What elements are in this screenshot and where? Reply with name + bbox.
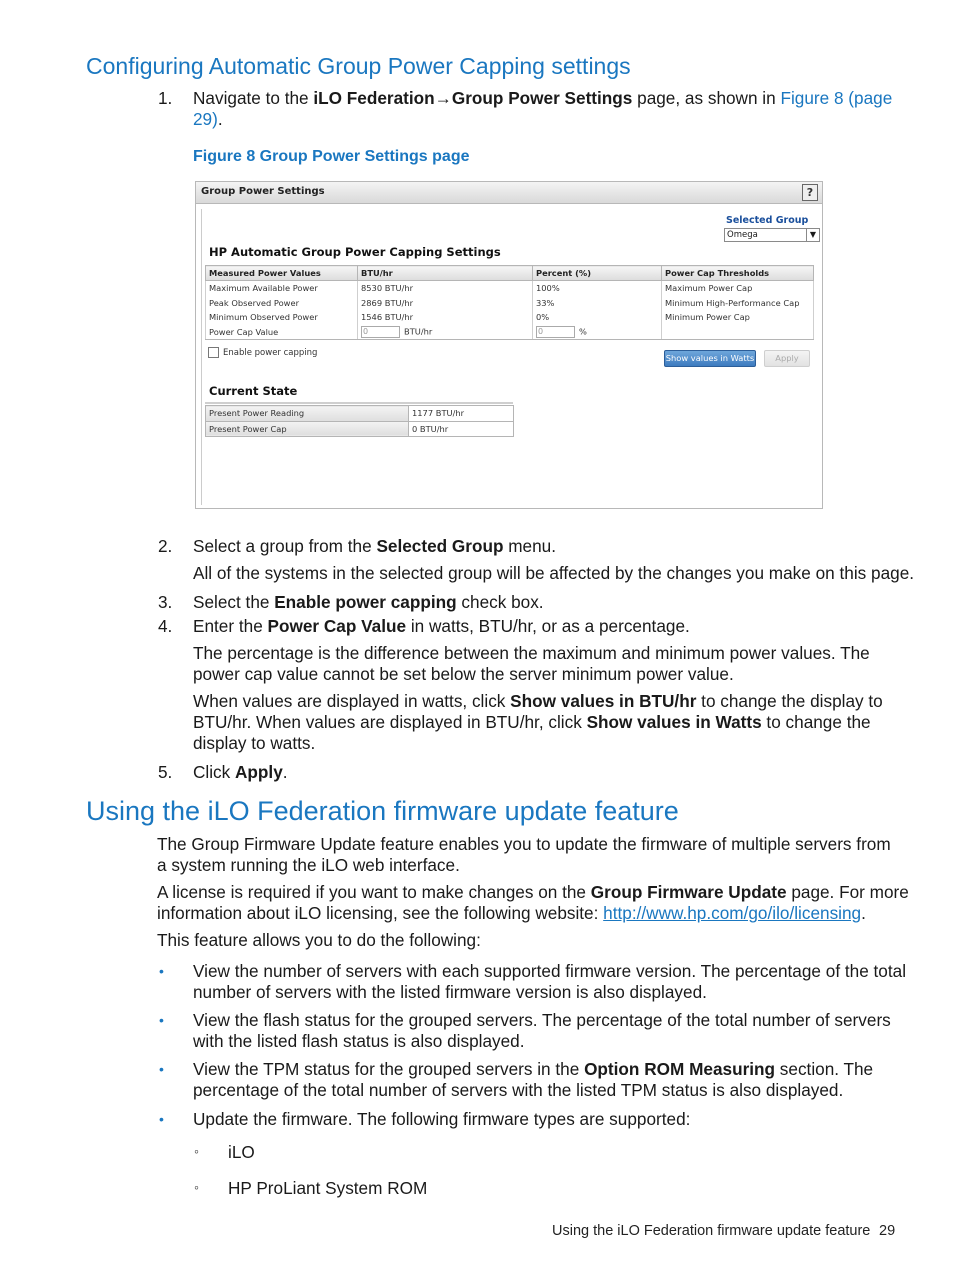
figure-caption: Figure 8 Group Power Settings page [193, 148, 470, 165]
capping-table [205, 265, 814, 340]
table-row [206, 310, 814, 325]
footer-title: Using the iLO Federation firmware update feature [552, 1223, 871, 1239]
bullet-icon: • [159, 1111, 164, 1127]
bullet-icon: • [159, 963, 164, 979]
step1-text-cont: 29). [193, 109, 223, 129]
bullet2-text: View the flash status for the grouped servers. The percentage of the total number of servers [193, 1010, 891, 1030]
step1-text: Navigate to the iLO Federation→Group Power Settings page, as shown in Figure 8 (page [193, 88, 893, 108]
step4-para2: When values are displayed in watts, click Show values in BTU/hr to change the display to [193, 691, 883, 711]
table-cell: 100% [533, 281, 662, 296]
table-cell: Minimum High-Performance Cap [662, 296, 814, 311]
table-cell: 1546 BTU/hr [358, 310, 533, 325]
apply-button[interactable]: Apply [764, 350, 810, 367]
table-cell: 33% [533, 296, 662, 311]
step-number: 3. [158, 592, 173, 612]
group-power-settings-screenshot [195, 181, 823, 509]
license-para: A license is required if you want to make changes on the Group Firmware Update page. For more [157, 882, 909, 902]
table-row [206, 421, 514, 437]
licensing-url-link[interactable]: http://www.hp.com/go/ilo/licensing [603, 903, 862, 923]
table-cell: 1177 BTU/hr [409, 406, 514, 422]
table-cell: 2869 BTU/hr [358, 296, 533, 311]
screenshot-content [201, 209, 821, 505]
table-cell: 0 BTU/hr [409, 421, 514, 437]
selected-group-label: Selected Group [726, 215, 809, 226]
enable-power-capping-row: Enable power capping [208, 347, 317, 358]
page-number: 29 [879, 1223, 896, 1239]
capping-settings-title: HP Automatic Group Power Capping Settings [209, 245, 501, 259]
table-cell: Minimum Power Cap [662, 310, 814, 325]
figure-8-link[interactable]: Figure 8 (page [780, 88, 893, 108]
step4-para2-end: display to watts. [193, 733, 316, 753]
section-heading-firmware-update: Using the iLO Federation firmware update feature [86, 796, 679, 826]
step4-para1: The percentage is the difference between the maximum and minimum power values. The [193, 643, 870, 663]
features-intro: This feature allows you to do the following: [157, 930, 481, 950]
current-state-table [205, 405, 514, 437]
intro-para: The Group Firmware Update feature enables you to update the firmware of multiple servers from [157, 834, 891, 854]
step-number: 4. [158, 616, 173, 636]
help-icon[interactable]: ? [802, 184, 818, 201]
step-number: 1. [158, 88, 173, 108]
step2-text: Select a group from the Selected Group menu. [193, 536, 557, 556]
table-cell [662, 325, 814, 340]
step4-para2-cont: BTU/hr. When values are displayed in BTU/hr, click Show values in Watts to change the [193, 712, 871, 732]
table-row [206, 325, 814, 340]
step4-para1-cont: power cap value cannot be set below the server minimum power value. [193, 664, 734, 684]
power-cap-value-label: Power Cap Value [206, 325, 358, 340]
step-number: 2. [158, 536, 173, 556]
table-cell: Present Power Cap [206, 421, 409, 437]
column-header: BTU/hr [358, 266, 533, 281]
current-state-title: Current State [209, 384, 298, 398]
sub-bullet2-text: HP ProLiant System ROM [228, 1178, 428, 1198]
chevron-down-icon: ▼ [806, 229, 819, 241]
step-number: 5. [158, 762, 173, 782]
column-header: Percent (%) [533, 266, 662, 281]
bullet-icon: • [159, 1061, 164, 1077]
bullet3-text-cont: percentage of the total number of servers with the listed TPM status is also displayed. [193, 1080, 844, 1100]
table-cell: Present Power Reading [206, 406, 409, 422]
table-cell: Maximum Power Cap [662, 281, 814, 296]
step2-para: All of the systems in the selected group will be affected by the changes you make on this page. [193, 563, 915, 583]
bullet1-text-cont: number of servers with the listed firmware version is also displayed. [193, 982, 707, 1002]
sub-bullet-icon: ◦ [194, 1143, 199, 1159]
enable-power-capping-checkbox[interactable] [208, 347, 219, 358]
show-values-in-watts-button[interactable]: Show values in Watts [664, 350, 756, 367]
table-cell: 0% [533, 310, 662, 325]
table-cell: Maximum Available Power [206, 281, 358, 296]
step3-text: Select the Enable power capping check box. [193, 592, 544, 612]
table-row [206, 406, 514, 422]
table-cell: Peak Observed Power [206, 296, 358, 311]
bullet1-text: View the number of servers with each supported firmware version. The percentage of the total [193, 961, 907, 981]
intro-para-cont: a system running the iLO web interface. [157, 855, 460, 875]
bullet-icon: • [159, 1012, 164, 1028]
screenshot-title-bar [196, 182, 822, 204]
sub-bullet1-text: iLO [228, 1142, 255, 1162]
sub-bullet-icon: ◦ [194, 1179, 199, 1195]
bullet4-text: Update the firmware. The following firmware types are supported: [193, 1109, 691, 1129]
power-cap-btu-input[interactable]: 0 [361, 326, 400, 338]
divider [205, 402, 513, 404]
screenshot-title: Group Power Settings [201, 186, 325, 197]
section-heading-power-capping: Configuring Automatic Group Power Capping settings [86, 53, 631, 79]
selected-group-select[interactable]: Omega ▼ [724, 228, 820, 242]
power-cap-percent-input[interactable]: 0 [536, 326, 575, 338]
table-row [206, 281, 814, 296]
column-header: Measured Power Values [206, 266, 358, 281]
license-para-cont: information about iLO licensing, see the following website: http://www.hp.com/go/ilo/licensing. [157, 903, 866, 923]
power-cap-btu-cell: 0 BTU/hr [358, 325, 533, 340]
page-29-link[interactable]: 29) [193, 109, 218, 129]
bullet3-text: View the TPM status for the grouped servers in the Option ROM Measuring section. The [193, 1059, 874, 1079]
table-cell: Minimum Observed Power [206, 310, 358, 325]
step5-text: Click Apply. [193, 762, 288, 782]
column-header: Power Cap Thresholds [662, 266, 814, 281]
table-cell: 8530 BTU/hr [358, 281, 533, 296]
bullet2-text-cont: with the listed flash status is also displayed. [193, 1031, 525, 1051]
power-cap-pct-cell: 0 % [533, 325, 662, 340]
table-row [206, 296, 814, 311]
step4-text: Enter the Power Cap Value in watts, BTU/hr, or as a percentage. [193, 616, 690, 636]
